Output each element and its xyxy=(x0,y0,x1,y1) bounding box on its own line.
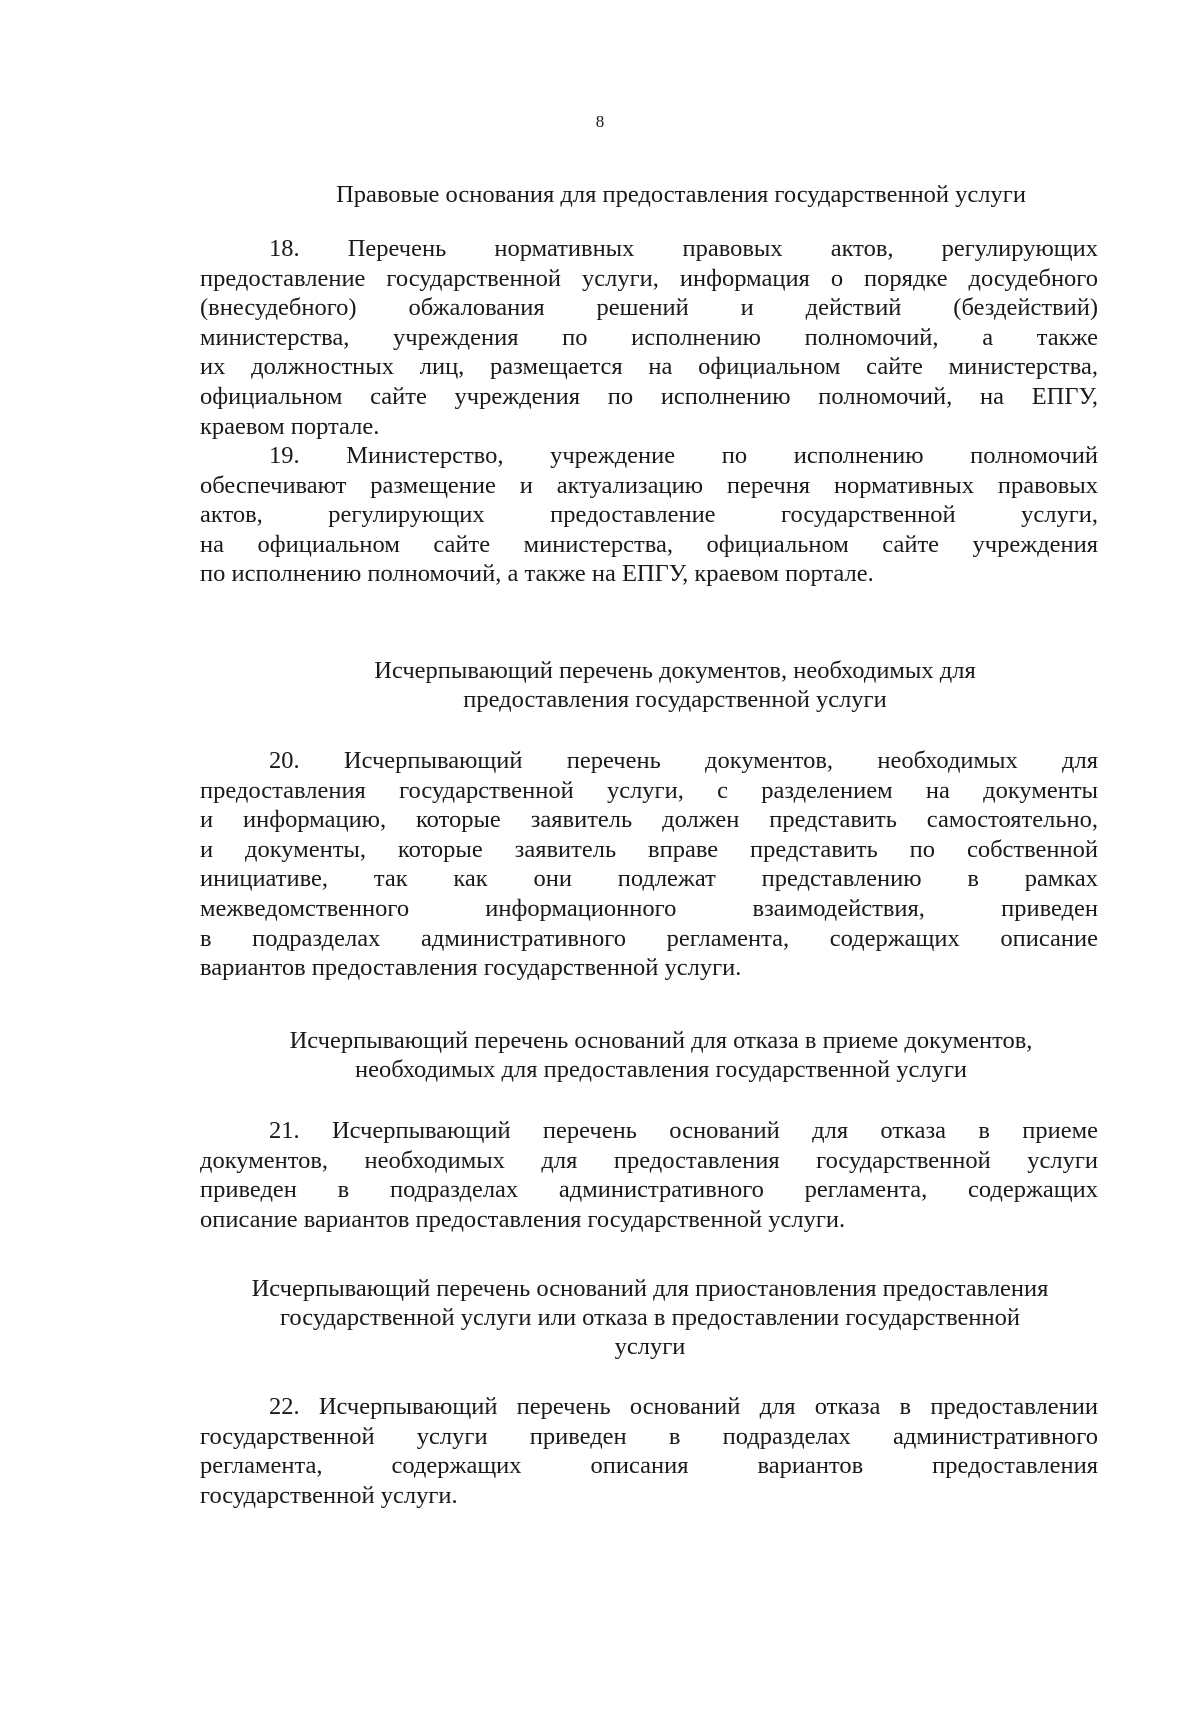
para-line: предоставление государственной услуги, информация о порядке досудебного xyxy=(200,264,1098,292)
heading-line: предоставления государственной услуги xyxy=(463,686,887,713)
heading-line: услуги xyxy=(614,1333,686,1360)
para-line: регламента, содержащих описания вариантов предоставления xyxy=(200,1452,1098,1480)
para-line: 18. Перечень нормативных правовых актов, регулирующих xyxy=(269,235,1098,262)
para-line: краевом портале. xyxy=(200,412,380,440)
heading-line: необходимых для предоставления государственной услуги xyxy=(354,1056,968,1083)
para-line: и документы, которые заявитель вправе представить по собственной xyxy=(200,835,1098,863)
para-line: официальном сайте учреждения по исполнению полномочий, на ЕПГУ, xyxy=(200,382,1098,410)
para-line: 19. Министерство, учреждение по исполнению полномочий xyxy=(269,442,1098,469)
paragraph-21 xyxy=(200,1116,1098,1234)
para-line: вариантов предоставления государственной услуги. xyxy=(200,954,742,982)
para-line: их должностных лиц, размещается на официальном сайте министерства, xyxy=(200,353,1098,381)
para-line: актов, регулирующих предоставление государственной услуги, xyxy=(200,501,1098,529)
para-line: межведомственного информационного взаимодействия, приведен xyxy=(200,894,1098,922)
para-line: предоставления государственной услуги, с разделением на документы xyxy=(200,776,1098,804)
para-line: описание вариантов предоставления государственной услуги. xyxy=(200,1205,846,1233)
paragraph-20 xyxy=(200,746,1098,983)
para-line: инициативе, так как они подлежат представлению в рамках xyxy=(200,865,1098,893)
paragraph-19 xyxy=(200,441,1098,589)
para-line: 21. Исчерпывающий перечень оснований для отказа в приеме xyxy=(269,1117,1098,1144)
section-heading-suspension-refusal xyxy=(170,1274,1130,1361)
page-number: 8 xyxy=(595,112,605,131)
heading-line: Правовые основания для предоставления государственной услуги xyxy=(336,181,1026,208)
para-line: на официальном сайте министерства, официальном сайте учреждения xyxy=(200,530,1098,558)
para-line: государственной услуги. xyxy=(200,1481,458,1509)
para-line: по исполнению полномочий, а также на ЕПГУ, краевом портале. xyxy=(200,560,874,588)
para-line: документов, необходимых для предоставления государственной услуги xyxy=(200,1146,1098,1174)
heading-line: Исчерпывающий перечень оснований для приостановления предоставления xyxy=(251,1275,1049,1302)
heading-line: государственной услуги или отказа в предоставлении государственной xyxy=(279,1304,1020,1331)
para-line: обеспечивают размещение и актуализацию перечня нормативных правовых xyxy=(200,471,1098,499)
para-line: и информацию, которые заявитель должен представить самостоятельно, xyxy=(200,806,1098,834)
para-line: 20. Исчерпывающий перечень документов, необходимых для xyxy=(269,747,1098,774)
section-heading-refusal-reception xyxy=(200,1026,1098,1084)
para-line: государственной услуги приведен в подразделах административного xyxy=(200,1422,1098,1450)
heading-line: Исчерпывающий перечень оснований для отказа в приеме документов, xyxy=(289,1027,1033,1054)
para-line: министерства, учреждения по исполнению полномочий, а также xyxy=(200,323,1098,351)
section-heading-documents-list xyxy=(200,656,1098,714)
paragraph-18 xyxy=(200,234,1098,441)
heading-line: Исчерпывающий перечень документов, необходимых для xyxy=(374,657,976,684)
paragraph-22 xyxy=(200,1392,1098,1510)
para-line: 22. Исчерпывающий перечень оснований для отказа в предоставлении xyxy=(269,1393,1098,1420)
para-line: в подразделах административного регламента, содержащих описание xyxy=(200,924,1098,952)
para-line: (внесудебного) обжалования решений и действий (бездействий) xyxy=(200,294,1098,322)
section-heading-legal-basis xyxy=(200,180,1098,209)
para-line: приведен в подразделах административного регламента, содержащих xyxy=(200,1176,1098,1204)
